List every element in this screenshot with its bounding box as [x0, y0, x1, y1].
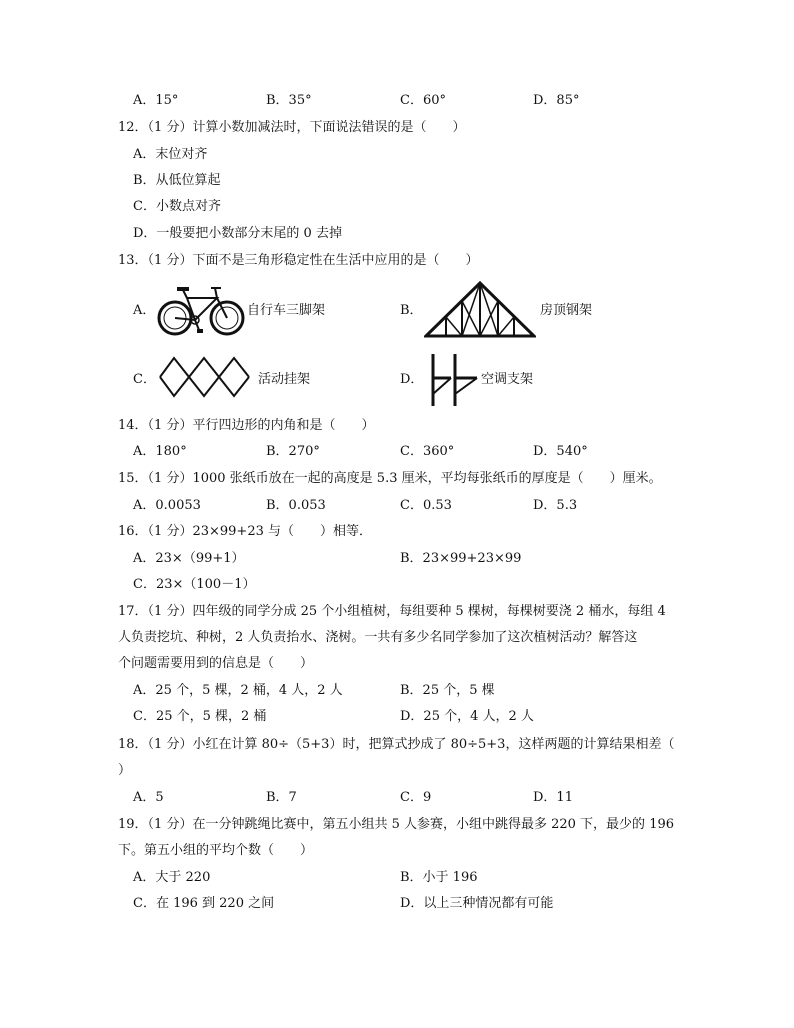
q13-option-a-caption: 自行车三脚架 — [247, 303, 326, 318]
q11-option-c[interactable]: C．60° — [400, 93, 446, 108]
q15-stem: 15．（1 分）1000 张纸币放在一起的高度是 5.3 厘米，平均每张纸币的厚度是（ ）厘米。 — [118, 471, 662, 486]
q17-option-a[interactable]: A．25 个，5 棵，2 桶，4 人，2 人 — [133, 683, 343, 698]
q14-option-d[interactable]: D．540° — [533, 444, 588, 459]
q12-option-d[interactable]: D．一般要把小数部分末尾的 0 去掉 — [133, 226, 342, 241]
q17-stem-line-1: 17．（1 分）四年级的同学分成 25 个小组植树，每组要种 5 棵树，每棵树要浇 2 桶水，每组 4 — [118, 604, 666, 619]
q16-option-a[interactable]: A．23×（99+1） — [133, 551, 245, 566]
q15-option-a[interactable]: A．0.0053 — [133, 498, 201, 513]
q14-option-a[interactable]: A．180° — [133, 444, 187, 459]
q18-option-a[interactable]: A．5 — [133, 790, 164, 805]
q17-option-d[interactable]: D．25 个，4 人，2 人 — [400, 709, 534, 724]
q19-option-c[interactable]: C．在 196 到 220 之间 — [133, 896, 275, 911]
q16-option-c[interactable]: C．23×（100－1） — [133, 577, 256, 592]
q18-option-b[interactable]: B．7 — [266, 790, 297, 805]
q14-stem: 14．（1 分）平行四边形的内角和是（ ） — [118, 418, 375, 433]
q17-stem-line-2: 人负责挖坑、种树，2 人负责抬水、浇树。一共有多少名同学参加了这次植树活动？解答这 — [118, 630, 638, 645]
q19-option-a[interactable]: A．大于 220 — [133, 870, 211, 885]
q11-option-a[interactable]: A．15° — [133, 93, 179, 108]
roof-truss-icon — [424, 280, 536, 340]
q15-option-b[interactable]: B．0.053 — [266, 498, 326, 513]
q11-option-b[interactable]: B．35° — [266, 93, 312, 108]
q18-option-d[interactable]: D．11 — [533, 790, 573, 805]
q19-stem-line-1: 19．（1 分）在一分钟跳绳比赛中，第五小组共 5 人参赛，小组中跳得最多 220 下，最少的 196 — [118, 817, 675, 832]
q16-option-b[interactable]: B．23×99+23×99 — [400, 551, 522, 566]
q17-option-b[interactable]: B．25 个，5 棵 — [400, 683, 495, 698]
q14-option-b[interactable]: B．270° — [266, 444, 320, 459]
q13-option-b-letter[interactable]: B． — [400, 303, 423, 318]
q17-stem-line-3: 个问题需要用到的信息是（ ） — [118, 656, 314, 671]
ac-bracket-icon — [425, 352, 481, 408]
q13-stem: 13．（1 分）下面不是三角形稳定性在生活中应用的是（ ） — [118, 253, 479, 268]
q19-option-b[interactable]: B．小于 196 — [400, 870, 478, 885]
q18-stem-line-1: 18．（1 分）小红在计算 80÷（5+3）时，把算式抄成了 80÷5+3，这样两题的计算结果相差（ — [118, 737, 675, 752]
q11-option-d[interactable]: D．85° — [533, 93, 580, 108]
q13-option-a-letter[interactable]: A． — [133, 303, 156, 318]
q15-option-c[interactable]: C．0.53 — [400, 498, 452, 513]
q13-option-c-letter[interactable]: C． — [133, 372, 156, 387]
q12-stem: 12．（1 分）计算小数加减法时，下面说法错误的是（ ） — [118, 120, 466, 135]
q13-option-d-caption: 空调支架 — [481, 372, 534, 387]
q12-option-c[interactable]: C．小数点对齐 — [133, 199, 221, 214]
q19-stem-line-2: 下。第五小组的平均个数（ ） — [118, 843, 314, 858]
q12-option-b[interactable]: B．从低位算起 — [133, 173, 221, 188]
q18-option-c[interactable]: C．9 — [400, 790, 432, 805]
q16-stem: 16．（1 分）23×99+23 与（ ）相等． — [118, 524, 372, 539]
folding-rack-icon — [158, 356, 258, 398]
q13-option-c-caption: 活动挂架 — [258, 372, 311, 387]
q15-option-d[interactable]: D．5.3 — [533, 498, 578, 513]
q17-option-c[interactable]: C．25 个，5 棵，2 桶 — [133, 709, 267, 724]
bicycle-icon — [155, 282, 247, 340]
q12-option-a[interactable]: A．末位对齐 — [133, 147, 208, 162]
q19-option-d[interactable]: D．以上三种情况都有可能 — [400, 896, 554, 911]
q14-option-c[interactable]: C．360° — [400, 444, 455, 459]
q13-option-d-letter[interactable]: D． — [400, 372, 424, 387]
q13-option-b-caption: 房顶钢架 — [540, 303, 593, 318]
q18-stem-line-2: ） — [118, 763, 132, 778]
